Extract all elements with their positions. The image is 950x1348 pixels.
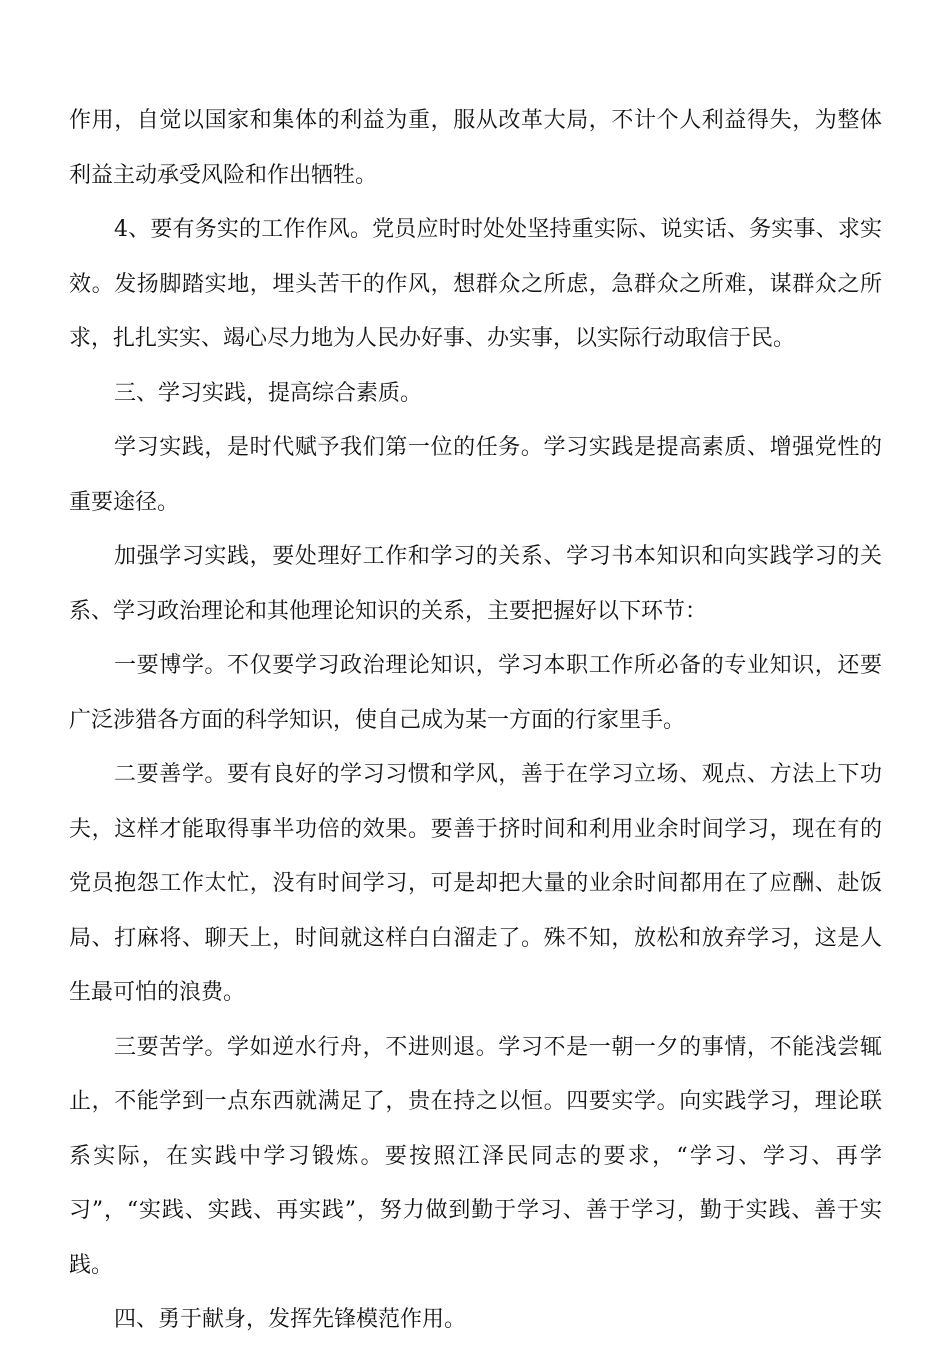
paragraph-continuation: 作用，自觉以国家和集体的利益为重，服从改革大局，不计个人利益得失，为整体利益主动承受风险和作出牺牲。 [69,108,882,188]
section-heading-study-practice: 三、学习实践，提高综合素质。 [114,380,423,406]
paragraph-good-study: 二要善学。要有良好的学习习惯和学风，善于在学习立场、观点、方法上下功夫，这样才能取得事半功倍的效果。要善于挤时间和利用业余时间学习，现在有的党员抱怨工作太忙，没有时间学习，可是却把大量的业余时间都用在了应酬、赴饭局、打麻将、聊天上，时间就这样白白溜走了。殊不知，放松和放弃学习，这是人生最可怕的浪费。 [69,762,882,1005]
document-body [69,94,882,1348]
section-heading-dedication: 四、勇于献身，发挥先锋模范作用。 [114,1307,467,1332]
paragraph-hard-study: 三要苦学。学如逆水行舟，不进则退。学习不是一朝一夕的事情，不能浅尝辄止，不能学到一点东西就满足了，贵在持之以恒。四要实学。向实践学习，理论联系实际，在实践中学习锻炼。要按照江泽民同志的要求，“学习、学习、再学习”，“实践、实践、再实践”，努力做到勤于学习、善于学习，勤于实践、善于实践。 [69,1034,882,1278]
paragraph-broad-study: 一要博学。不仅要学习政治理论知识，学习本职工作所必备的专业知识，还要广泛涉猎各方面的科学知识，使自己成为某一方面的行家里手。 [69,653,882,733]
paragraph-study-importance: 学习实践，是时代赋予我们第一位的任务。学习实践是提高素质、增强党性的重要途径。 [69,435,882,515]
paragraph-work-style: 4、要有务实的工作作风。党员应时时处处坚持重实际、说实话、务实事、求实效。发扬脚踏实地，埋头苦干的作风，想群众之所虑，急群众之所难，谋群众之所求，扎扎实实、竭心尽力地为人民办好事、办实事，以实际行动取信于民。 [69,217,882,351]
paragraph-study-relations: 加强学习实践，要处理好工作和学习的关系、学习书本知识和向实践学习的关系、学习政治理论和其他理论知识的关系，主要把握好以下环节： [69,544,882,624]
